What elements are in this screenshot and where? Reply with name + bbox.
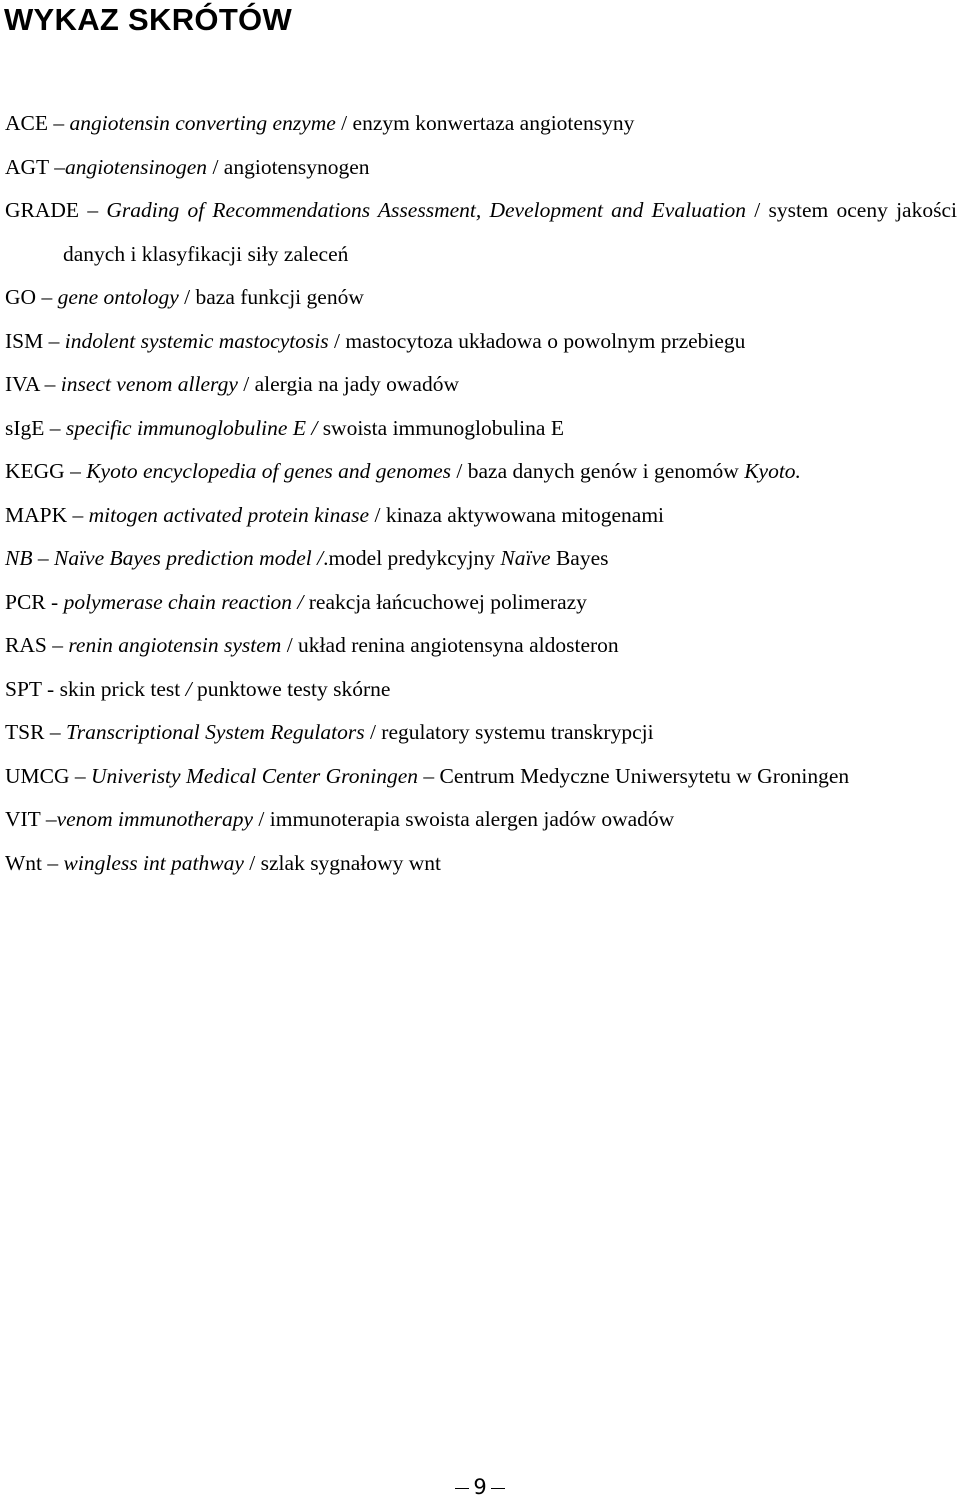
entry-abbr: ACE — [5, 111, 48, 135]
entry-term: gene ontology — [57, 285, 179, 309]
entry-translation: baza danych genów i genomów — [467, 459, 739, 483]
entry-abbr: TSR — [5, 720, 45, 744]
entry-term: insect venom allergy — [60, 372, 238, 396]
entry-sige: sIgE – specific immunoglobuline E / swoista immunoglobulina E — [5, 415, 564, 440]
entry-term: Kyoto encyclopedia of genes and genomes — [86, 459, 452, 483]
page-heading: WYKAZ SKRÓTÓW — [4, 2, 293, 37]
entry-abbr: VIT — [5, 807, 41, 831]
entry-translation: .model predykcyjny — [323, 546, 496, 570]
entry-iva: IVA – insect venom allergy / alergia na jady owadów — [5, 372, 460, 396]
entry-tsr: TSR – Transcriptional System Regulators / regulatory systemu transkrypcji — [5, 720, 654, 744]
entry-translation: reakcja łańcuchowej polimerazy — [308, 589, 587, 614]
entry-abbr: KEGG — [5, 459, 65, 483]
entry-translation: kinaza aktywowana mitogenami — [385, 502, 665, 527]
entry-translation: alergia na jady owadów — [254, 372, 460, 396]
entry-term: skin prick test — [59, 676, 181, 701]
entry-spt: SPT - skin prick test / punktowe testy skórne — [5, 676, 391, 701]
entry-translation: baza funkcji genów — [195, 285, 364, 309]
entry-term: venom immunotherapy — [56, 807, 254, 831]
entry-mapk: MAPK – mitogen activated protein kinase / kinaza aktywowana mitogenami — [5, 502, 665, 527]
footer-dash-left — [455, 1488, 469, 1489]
entry-vit: VIT –venom immunotherapy / immunoterapia swoista alergen jadów owadów — [5, 807, 675, 831]
entry-ras: RAS – renin angiotensin system / układ renina angiotensyna aldosteron — [5, 633, 619, 657]
entry-translation: enzym konwertaza angiotensyny — [352, 111, 635, 135]
entry-abbr: NB — [5, 546, 33, 570]
entry-ace: ACE – angiotensin converting enzyme / enzym konwertaza angiotensyny — [5, 111, 635, 135]
entry-term: polymerase chain reaction / — [63, 589, 304, 614]
entry-abbr: Wnt — [5, 850, 43, 875]
entry-agt: AGT –angiotensinogen / angiotensynogen — [5, 154, 370, 179]
entry-abbr: GRADE — [5, 198, 80, 222]
entry-grade: GRADE – Grading of Recommendations Assessment, Development and Evaluation / system oceny jakości danych i klasyfikacji siły zaleceń — [5, 198, 957, 266]
entry-abbr: IVA — [5, 372, 40, 396]
entry-kegg: KEGG – Kyoto encyclopedia of genes and genomes / baza danych genów i genomów Kyoto. — [5, 459, 801, 483]
entry-translation: mastocytoza układowa o powolnym przebiegu — [345, 328, 746, 353]
entry-abbr: SPT — [5, 676, 42, 701]
entry-term: angiotensinogen — [64, 154, 208, 179]
page-footer — [0, 1472, 960, 1502]
entry-translation: system oceny jakości danych i klasyfikacji siły zaleceń — [63, 198, 957, 266]
entry-abbr: RAS — [5, 633, 47, 657]
entry-translation: immunoterapia swoista alergen jadów owadów — [269, 807, 675, 831]
entry-abbr: GO — [5, 285, 37, 309]
entry-translation: angiotensynogen — [223, 154, 370, 179]
entry-translation: Centrum Medyczne Uniwersytetu w Groningen — [439, 763, 850, 788]
entry-term: Univeristy Medical Center Groningen — [91, 763, 419, 788]
entry-abbr: PCR — [5, 589, 46, 614]
page-number: 9 — [473, 1475, 487, 1499]
entry-wnt: Wnt – wingless int pathway / szlak sygnałowy wnt — [5, 850, 441, 875]
entry-translation: punktowe testy skórne — [196, 676, 391, 701]
entry-term: Naïve Bayes prediction model / — [53, 546, 324, 570]
entry-term: mitogen activated protein kinase — [88, 502, 370, 527]
entry-translation: szlak sygnałowy wnt — [260, 850, 441, 875]
entry-abbr: UMCG — [5, 763, 70, 788]
entry-ism: ISM – indolent systemic mastocytosis / mastocytoza układowa o powolnym przebiegu — [5, 328, 746, 353]
entry-abbr: ISM — [5, 328, 44, 353]
entry-term: specific immunoglobuline E / — [65, 415, 318, 440]
entry-term: Grading of Recommendations Assessment, Development and Evaluation — [106, 198, 747, 222]
entry-pcr: PCR - polymerase chain reaction / reakcja łańcuchowej polimerazy — [5, 589, 587, 614]
entry-translation: układ renina angiotensyna aldosteron — [298, 633, 619, 657]
entry-term: Transcriptional System Regulators — [65, 720, 365, 744]
entry-abbr: MAPK — [5, 502, 68, 527]
entry-translation: swoista immunoglobulina E — [322, 415, 564, 440]
entry-term: renin angiotensin system — [68, 633, 282, 657]
entry-go: GO – gene ontology / baza funkcji genów — [5, 285, 364, 309]
abbreviation-list — [5, 102, 957, 885]
entry-umcg: UMCG – Univeristy Medical Center Groningen – Centrum Medyczne Uniwersytetu w Groningen — [5, 763, 850, 788]
entry-term: wingless int pathway — [63, 850, 244, 875]
entry-nb: NB – Naïve Bayes prediction model /.model predykcyjny Naïve Bayes — [5, 546, 609, 570]
entry-term: angiotensin converting enzyme — [69, 111, 336, 135]
footer-dash-right — [491, 1488, 505, 1489]
entry-abbr: AGT — [5, 154, 49, 179]
entry-translation: regulatory systemu transkrypcji — [381, 720, 654, 744]
entry-term: indolent systemic mastocytosis — [64, 328, 329, 353]
entry-abbr: sIgE — [5, 415, 45, 440]
